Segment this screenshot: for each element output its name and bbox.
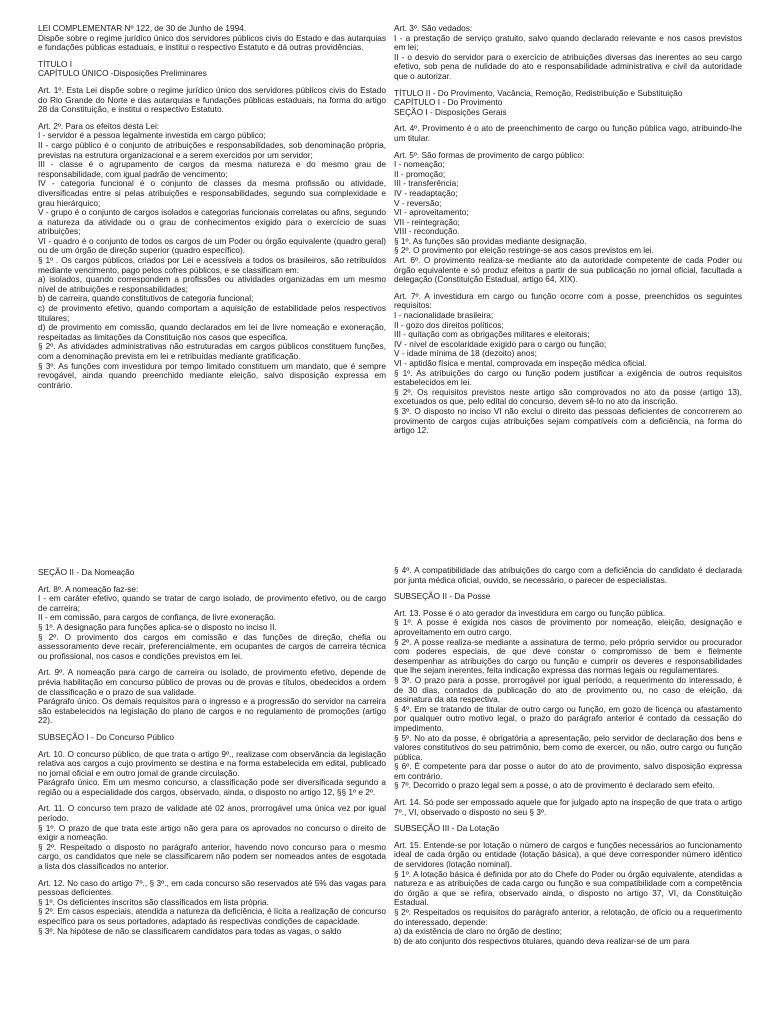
text-line: SEÇÃO II - Da Nomeação (38, 567, 135, 577)
document-page-2 (0, 560, 768, 1024)
text-block (394, 151, 742, 285)
text-line: § 5º. No ato da posse, é obrigatória a apresentação, pelo servidor de declaração dos bens e valores constitutivos do seu patrimônio, bem como de exercer, ou não, outro cargo ou função pública. (394, 732, 742, 762)
text-line: SUBSEÇÃO III - Da Lotação (394, 823, 500, 834)
text-block (38, 804, 386, 871)
text-line: VIII - recondução. (394, 226, 460, 237)
text-line: CAPÍTULO ÚNICO -Disposições Preliminares (38, 68, 207, 79)
text-line: I - a prestação de serviço gratuito, salvo quando declarado relevante e nos casos previstos em lei; (394, 32, 742, 53)
text-line: § 2º. A posse realiza-se mediante a assinatura de termo, pelo próprio servidor ou procurador com poderes especiais, de que deve constar o compromisso de bem e fielmente desempenhar as atribuições do cargo ou função e cumprir os deveres e responsabilidades que lhe sejam inerentes, feita indicação expressa das normas legais ou regulamentares. (394, 636, 742, 676)
text-line: LEI COMPLEMENTAR Nº 122, de 30 de Junho de 1994. (38, 23, 247, 33)
text-line: II - em comissão, para cargos de confiança, de livre exoneração. (38, 612, 276, 623)
text-block (38, 879, 386, 937)
text-block (38, 585, 386, 662)
text-line: Art. 9º. A nomeação para cargo de carreira ou isolado, de provimento efetivo, depende de prévia habilitação em concurso público de provas ou de provas e títulos, obedecidos a ordem de classificação e o prazo de sua validade. (38, 667, 386, 697)
text-line: II - gozo dos direitos políticos; (394, 319, 504, 330)
page2-right-column (394, 566, 742, 953)
text-line: § 3º. O prazo para a posse, prorrogável por igual período, a requerimento do interessado, é de 30 dias, contados da publicação do ato de provimento ou, no caso de eleição, da assinatura da ata respectiva. (394, 674, 742, 705)
text-line: § 4º. A compatibilidade das atribuições do cargo com a deficiência do candidato é declarada por junta médica oficial, ouvido, se necessário, o parecer de especialistas. (394, 565, 742, 585)
text-line: § 1º. Os deficientes inscritos são classificados em lista própria. (38, 896, 269, 907)
text-block (38, 122, 386, 391)
text-line: § 2º. O provimento por eleição restringe-se aos casos previstos em lei. (394, 245, 654, 256)
text-line: VI - aproveitamento; (394, 207, 469, 218)
text-line: Art. 15. Entende-se por lotação o número de cargos e funções necessários ao funcionamento ideal de cada órgão ou entidade (lotação básica), a que deve corresponder número idêntico de servidores (lotação nominal). (394, 839, 742, 870)
text-block (38, 24, 386, 53)
text-line: III - transferência; (394, 178, 459, 189)
text-line: § 3º. Na hipótese de não se classificarem candidatos para todas as vagas, o saldo (38, 925, 342, 936)
text-block (394, 609, 742, 791)
text-line: § 1º. As funções são providas mediante designação. (394, 235, 587, 246)
text-line: Art. 7º. A investidura em cargo ou função ocorre com a posse, preenchidos os seguintes requisitos: (394, 290, 742, 311)
text-line: § 1º . Os cargos públicos, criados por Lei e acessíveis a todos os brasileiros, são retribuídos mediante vencimento, pago pelos cofres públicos, e se classificam em: (38, 255, 386, 275)
text-block (394, 292, 742, 436)
text-block (38, 750, 386, 798)
text-line: Art. 3º. São vedados: (394, 23, 473, 33)
text-line: Art. 14. Só pode ser empossado aquele que for julgado apto na inspeção de que trata o artigo 7º., VI, observado o disposto no seu § 3º. (394, 797, 742, 817)
text-line: II - promoção; (394, 168, 446, 179)
text-line: d) de provimento em comissão, quando declarados em lei de livre nomeação e exoneração, respeitadas as limitações da Constituição nos casos que especifica. (38, 322, 386, 342)
text-block (394, 24, 742, 82)
text-line: V - idade mínima de 18 (dezoito) anos; (394, 348, 537, 359)
text-line: § 6º. É competente para dar posse o autor do ato de provimento, salvo disposição expressa em contrário. (394, 761, 742, 781)
text-block (38, 733, 386, 743)
text-line: III - quitação com as obrigações militares e eleitorais; (394, 329, 590, 340)
text-block (38, 668, 386, 726)
text-line: I - nomeação; (394, 159, 445, 170)
text-line: IV - categoria funcional é o conjunto de classes da mesma profissão ou atividade, diversificadas entre si pelas atribuições e responsabilidades, segundo sua complexidade e grau hierárquico; (38, 178, 386, 208)
text-line: Art. 2º. Para os efeitos desta Lei: (38, 120, 160, 131)
text-line: Parágrafo único. Em um mesmo concurso, a classificação pode ser diversificada segundo a região ou a especialidade dos cargos, observado, ainda, o disposto no artigo 12, §§ 1º e 2º. (38, 777, 386, 797)
text-line: § 2º. Respeitados os requisitos do parágrafo anterior, a relotação, de ofício ou a requerimento do interessado, depende: (394, 907, 742, 927)
text-block (38, 60, 386, 79)
text-line: I - nacionalidade brasileira; (394, 310, 494, 321)
text-line: Art. 13. Posse é o ato gerador da investidura em cargo ou função pública. (394, 607, 666, 618)
text-line: a) da existência de claro no órgão de destino; (394, 926, 562, 937)
text-line: § 4º. Em se tratando de titular de outro cargo ou função, em gozo de licença ou afastamento por qualquer outro motivo legal, o prazo do parágrafo anterior é contado da cessação do impedimento. (394, 703, 742, 733)
text-line: Art. 10. O concurso público, de que trata o artigo 9º., realizase com observância da legislação relativa aos cargos a cujo provimento se destina e na forma estabelecida em edital, publicado no jornal oficial e em outro jornal de grande circulação. (38, 748, 386, 778)
text-line: Parágrafo único. Os demais requisitos para o ingresso e a progressão do servidor na carreira são estabelecidos na legislação do plano de cargos e no regulamento de promoções (artigo 22). (38, 696, 386, 726)
text-line: SEÇÃO I - Disposições Gerais (394, 106, 507, 117)
text-block (38, 568, 386, 578)
text-line: II - cargo público é o conjunto de atribuições e responsabilidades, sob denominação própria, previstas na estrutura organizacional e a serem exercidos por um servidor; (38, 139, 386, 160)
text-line: § 3º. As funções com investidura por tempo limitado constituem um mandato, que é sempre revogável, ainda quando preenchido mediante eleição, salvo disposição expressa em contrário. (38, 360, 386, 390)
text-block (394, 566, 742, 585)
text-line: TÍTULO II - Do Provimento, Vacância, Remoção, Redistribuição e Substituição (394, 87, 683, 98)
page2-left-column (38, 568, 386, 943)
text-line: § 2º. Os requisitos previstos neste artigo são comprovados no ato da posse (artigo 13), excetuados os que, pelo edital do concurso, devem sê-lo no ato da inscrição. (394, 386, 742, 407)
page1-left-column (38, 24, 386, 397)
text-line: VI - quadro é o conjunto de todos os cargos de um Poder ou órgão equivalente (quadro geral) ou de um órgão de direção superior (quadro específico). (38, 235, 386, 256)
text-line: Art. 11. O concurso tem prazo de validade até 02 anos, prorrogável uma única vez por igual período. (38, 803, 386, 824)
text-line: SUBSEÇÃO I - Do Concurso Público (38, 731, 175, 742)
page1-right-column (394, 24, 742, 443)
text-line: TÍTULO I (38, 58, 73, 69)
text-line: I - em caráter efetivo, quando se tratar de cargo isolado, de provimento efetivo, ou de cargo de carreira; (38, 593, 386, 613)
text-line: Dispõe sobre o regime jurídico único dos servidores públicos civis do Estado e das autarquias e fundações públicas estaduais, e institui o respectivo Estatuto e dá outras providências. (38, 32, 386, 53)
text-line: VI - aptidão física e mental, comprovada em inspeção médica oficial. (394, 358, 647, 368)
text-line: § 1º. O prazo de que trata este artigo não gera para os aprovados no concurso o direito de exigir a nomeação. (38, 822, 386, 843)
text-line: § 1º. A designação para funções aplica-se o disposto no inciso II. (38, 621, 277, 632)
text-line: § 1º. A lotação básica é definida por ato do Chefe do Poder ou órgão equivalente, atendidas a natureza e as atribuições de cada cargo ou função e sua compatibilidade com a competência do órgão a que se refira, observado ainda, o disposto no artigo 37, VI, da Constituição Estadual. (394, 868, 742, 908)
text-line: IV - readaptação; (394, 187, 458, 198)
text-block (394, 841, 742, 947)
text-line: § 3º. O disposto no inciso VI não exclui o direito das pessoas deficientes de concorrerem ao provimento de cargos cujas atribuições sejam compatíveis com a deficiência, na forma do artigo 12. (394, 405, 742, 436)
text-line: CAPÍTULO I - Do Provimento (394, 97, 503, 108)
text-line: Art. 4º. Provimento é o ato de preenchimento de cargo ou função pública vago, atribuindo-lhe um titular. (394, 123, 742, 143)
text-line: Art. 12. No caso do artigo 7º., § 3º., em cada concurso são reservados até 5% das vagas para pessoas deficientes. (38, 877, 386, 898)
text-line: Art. 8º. A nomeação faz-se: (38, 583, 139, 594)
text-block (394, 592, 742, 602)
text-block (394, 89, 742, 118)
text-line: V - grupo é o conjunto de cargos isolados e categorias funcionais correlatas ou afins, segundo a natureza da atividade ou o grau de conhecimentos exigido para o exercício de suas atribuições; (38, 207, 386, 237)
text-line: Art. 1º. Esta Lei dispõe sobre o regime jurídico único dos servidores públicos civis do Estado do Rio Grande do Norte e das autarquias e fundações públicas estaduais, na forma do artigo 28 da Constituição, e institui o respectivo Estatuto. (38, 84, 386, 115)
text-line: V - reversão; (394, 197, 442, 208)
text-line: b) de carreira, quando constitutivos de categoria funcional; (38, 293, 254, 304)
text-line: § 2º. As atividades administrativas não estruturadas em cargos públicos constituem funções, com a denominação prevista em lei e retribuídas mediante gratificação. (38, 341, 386, 361)
text-line: Art. 5º. São formas de provimento de cargo público: (394, 149, 585, 160)
text-block (394, 124, 742, 143)
text-line: III - classe é o agrupamento de cargos da mesma natureza e do mesmo grau de responsabilidade, com igual padrão de vencimento; (38, 159, 386, 179)
text-line: c) de provimento efetivo, quando comportam a aquisição de estabilidade pelos respectivos titulares; (38, 303, 386, 323)
text-block (38, 86, 386, 115)
text-line: I - servidor é a pessoa legalmente investida em cargo público; (38, 130, 266, 141)
text-line: IV - nível de escolaridade exigido para o cargo ou função; (394, 338, 607, 349)
text-line: § 2º. Em casos especiais, atendida a natureza da deficiência, é lícita a realização de concurso específico para os seus portadores, adaptado às respectivas condições de capacidade. (38, 906, 386, 926)
text-line: SUBSEÇÃO II - Da Posse (394, 591, 491, 602)
text-line: § 1º. A posse é exigida nos casos de provimento por nomeação, eleição, designação e aproveitamento em outro cargo. (394, 617, 742, 637)
text-line: § 2º. Respeitado o disposto no parágrafo anterior, havendo novo concurso para o mesmo cargo, os candidatos que nele se classificarem não podem ser nomeados antes de esgotada a lista dos classificados no anterior. (38, 841, 386, 872)
text-line: Art. 6º. O provimento realiza-se mediante ato da autoridade competente de cada Poder ou órgão equivalente e só produz efeitos a partir de sua publicação no jornal oficial, facultada a delegação (Constituição Estadual, artigo 64, XIX). (394, 255, 742, 285)
text-block (394, 798, 742, 817)
text-line: § 7º. Decorrido o prazo legal sem a posse, o ato de provimento é declarado sem efeito. (394, 780, 715, 791)
text-line: II - o desvio do servidor para o exercício de atribuições diversas das inerentes ao seu cargo efetivo, sob pena de nulidade do ato e responsabilidade administrativa e civil da autoridade que o autorizar. (394, 51, 742, 81)
text-line: b) de ato conjunto dos respectivos titulares, quando deva realizar-se de um para (394, 935, 690, 946)
text-line: § 2º. O provimento dos cargos em comissão e das funções de direção, chefia ou assessoramento deve recair, preferencialmente, em ocupantes de cargos de carreira técnica ou profissional, nos casos e condições previstos em lei. (38, 631, 386, 661)
text-block (394, 824, 742, 834)
text-line: § 1º. As atribuições do cargo ou função podem justificar a exigência de outros requisitos estabelecidos em lei. (394, 367, 742, 388)
text-line: VII - reintegração; (394, 216, 460, 227)
text-line: a) isolados, quando correspondem a profissões ou atividades organizadas em um mesmo nível de atribuições e responsabilidades; (38, 274, 386, 294)
